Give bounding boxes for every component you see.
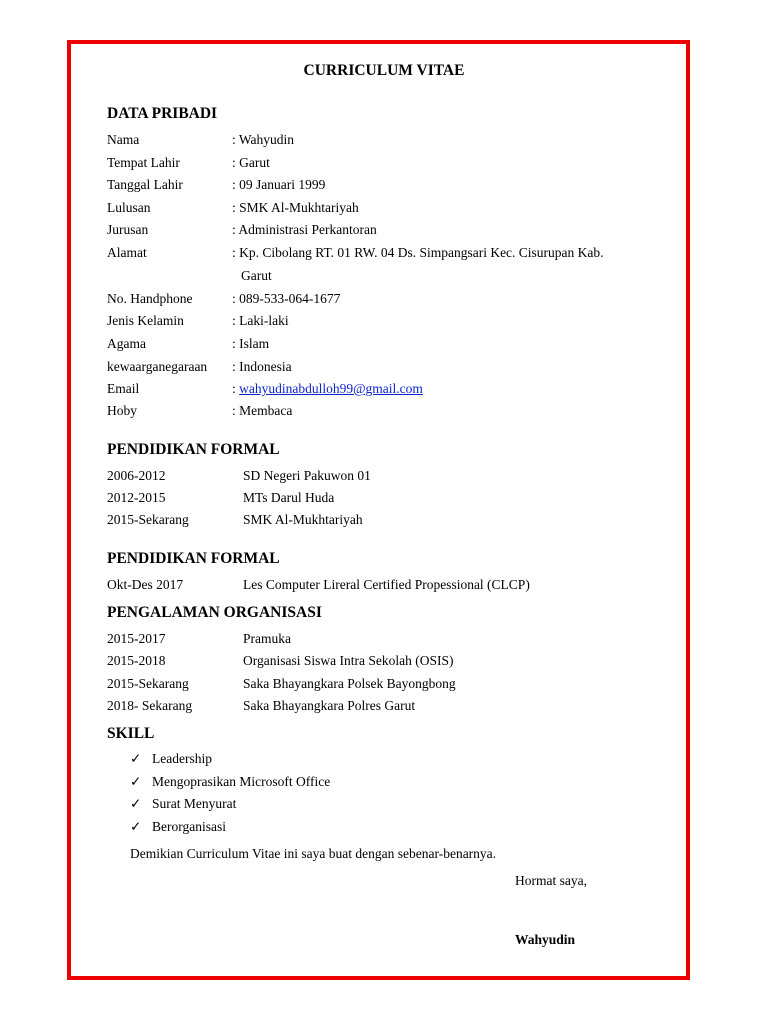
- period: 2006-2012: [107, 468, 166, 483]
- skill-label: Surat Menyurat: [152, 796, 237, 811]
- field-value: : Membaca: [232, 403, 293, 418]
- check-icon: ✓: [130, 751, 142, 766]
- organization-row: [107, 629, 291, 649]
- section-heading-personal: DATA PRIBADI: [107, 105, 218, 122]
- field-value: : 09 Januari 1999: [232, 177, 326, 192]
- field-label: Alamat: [107, 245, 147, 260]
- email-link[interactable]: wahyudinabdulloh99@gmail.com: [239, 381, 423, 396]
- field-label: Hoby: [107, 403, 137, 418]
- institution: MTs Darul Huda: [243, 490, 335, 505]
- field-value: : Garut: [232, 155, 270, 170]
- organization-name: Pramuka: [243, 631, 291, 646]
- signature-name: Wahyudin: [515, 932, 576, 947]
- period: 2015-2017: [107, 631, 166, 646]
- personal-row: [107, 289, 340, 309]
- institution: SMK Al-Mukhtariyah: [243, 512, 363, 527]
- field-label: Agama: [107, 336, 146, 351]
- section-heading-formal-education: PENDIDIKAN FORMAL: [107, 441, 280, 458]
- section-heading-skill: SKILL: [107, 725, 155, 742]
- field-label: No. Handphone: [107, 291, 193, 306]
- check-icon: ✓: [130, 796, 142, 811]
- field-value: : Indonesia: [232, 359, 292, 374]
- field-value: : Laki-laki: [232, 313, 289, 328]
- field-value: : Kp. Cibolang RT. 01 RW. 04 Ds. Simpangsari Kec. Cisurupan Kab.: [232, 245, 604, 260]
- organization-row: [107, 674, 456, 694]
- personal-row: [107, 401, 292, 421]
- organization-name: Saka Bhayangkara Polres Garut: [243, 698, 416, 713]
- personal-row: [107, 198, 359, 218]
- page-title: CURRICULUM VITAE: [303, 62, 465, 79]
- course-row: [107, 575, 530, 595]
- education-row: [107, 466, 371, 486]
- period: 2015-Sekarang: [107, 512, 189, 527]
- institution: SD Negeri Pakuwon 01: [243, 468, 371, 483]
- regards-text: Hormat saya,: [515, 873, 587, 888]
- field-label: Nama: [107, 132, 140, 147]
- field-label: Tanggal Lahir: [107, 177, 183, 192]
- skill-item: [130, 749, 212, 769]
- personal-row: [107, 357, 292, 377]
- organization-row: [107, 651, 453, 671]
- field-value: : Administrasi Perkantoran: [232, 222, 377, 237]
- section-heading-course: PENDIDIKAN FORMAL: [107, 550, 280, 567]
- education-row: [107, 510, 363, 530]
- section-heading-organization: PENGALAMAN ORGANISASI: [107, 604, 322, 621]
- skill-label: Berorganisasi: [152, 819, 226, 834]
- field-value-prefix: :: [232, 381, 240, 396]
- skill-label: Mengoprasikan Microsoft Office: [152, 774, 331, 789]
- skill-item: [130, 772, 330, 792]
- field-label: Tempat Lahir: [107, 155, 180, 170]
- check-icon: ✓: [130, 819, 142, 834]
- period: 2012-2015: [107, 490, 166, 505]
- field-label: Lulusan: [107, 200, 151, 215]
- personal-row: [107, 311, 289, 331]
- field-value: : Islam: [232, 336, 270, 351]
- education-row: [107, 488, 334, 508]
- period: 2015-Sekarang: [107, 676, 189, 691]
- personal-row: [107, 220, 377, 240]
- personal-row: [107, 130, 294, 150]
- field-value: : SMK Al-Mukhtariyah: [232, 200, 359, 215]
- field-label: Jenis Kelamin: [107, 313, 184, 328]
- period: Okt-Des 2017: [107, 577, 184, 592]
- personal-row: [107, 334, 269, 354]
- skill-item: [130, 794, 236, 814]
- closing-statement: Demikian Curriculum Vitae ini saya buat dengan sebenar-benarnya.: [130, 846, 497, 861]
- organization-name: Saka Bhayangkara Polsek Bayongbong: [243, 676, 456, 691]
- skill-label: Leadership: [152, 751, 212, 766]
- organization-row: [107, 696, 415, 716]
- personal-row: [107, 175, 325, 195]
- skill-item: [130, 817, 226, 837]
- field-label: Jurusan: [107, 222, 149, 237]
- field-label: kewaarganegaraan: [107, 359, 208, 374]
- personal-row: [107, 379, 423, 399]
- field-value: : Wahyudin: [232, 132, 295, 147]
- personal-row: [107, 243, 604, 263]
- personal-row: [107, 153, 270, 173]
- organization-name: Organisasi Siswa Intra Sekolah (OSIS): [243, 653, 454, 668]
- period: 2018- Sekarang: [107, 698, 193, 713]
- check-icon: ✓: [130, 774, 142, 789]
- field-value: : 089-533-064-1677: [232, 291, 341, 306]
- period: 2015-2018: [107, 653, 166, 668]
- field-label: Email: [107, 381, 140, 396]
- address-continuation: Garut: [241, 268, 272, 283]
- course-name: Les Computer Lireral Certified Propessional (CLCP): [243, 577, 530, 592]
